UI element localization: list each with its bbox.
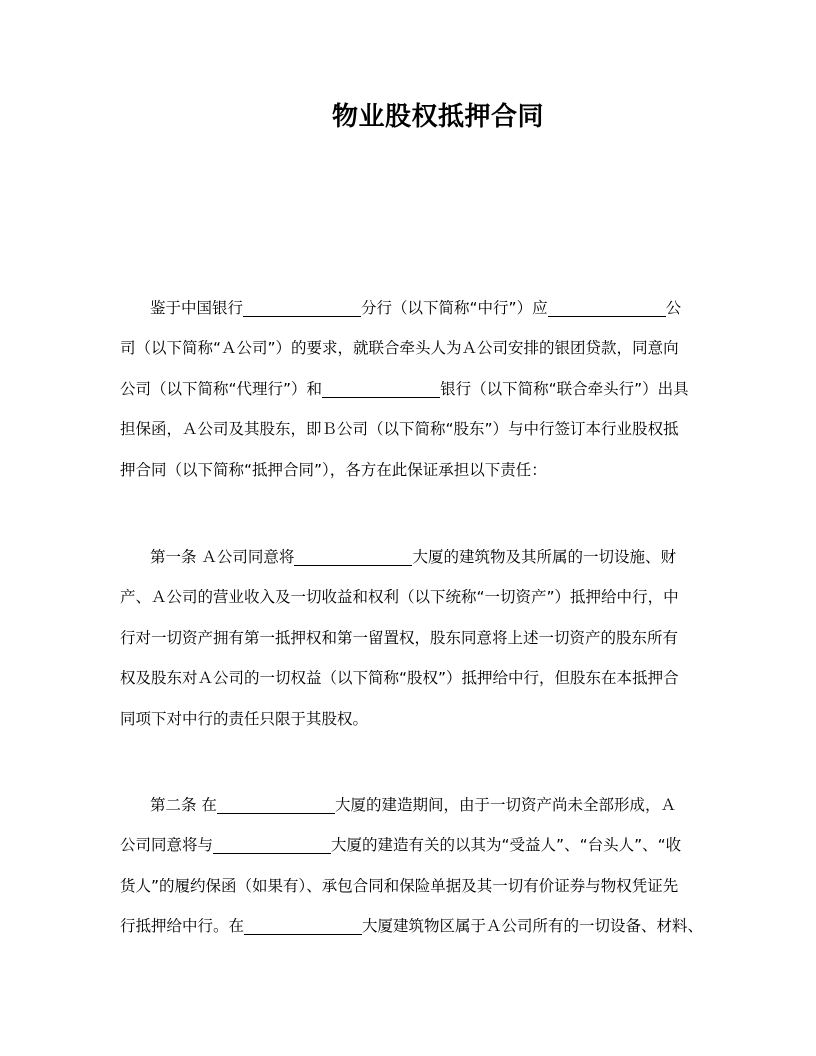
text-line xyxy=(120,450,720,490)
line-text: 行对一切资产拥有第一抵押权和第一留置权，股东同意将上述一切资产的股东所有 xyxy=(120,628,679,647)
line-text: 大厦的建筑物及其所属的一切设施、财 xyxy=(412,548,676,566)
line-text: 行抵押给中行。在 xyxy=(120,917,245,936)
text-line xyxy=(120,328,720,368)
line-text: 大厦的建造期间，由于一切资产尚未全部形成，Ａ xyxy=(334,796,676,814)
line-text: 押合同（以下简称“抵押合同”），各方在此保证承担以下责任： xyxy=(120,460,547,479)
document-title: 物业股权抵押合同 xyxy=(331,102,544,132)
line-text: 公司（以下简称“代理行”）和 xyxy=(120,379,323,398)
line-text: 分行（以下简称“中行”）应 xyxy=(361,299,548,317)
text-line xyxy=(120,577,720,617)
fill-in-blank xyxy=(217,796,335,814)
text-line xyxy=(120,699,720,739)
text-line xyxy=(120,369,720,409)
line-text: 大厦建筑物区属于Ａ公司所有的一切设备、材料、 xyxy=(362,917,704,936)
line-text: 第一条 Ａ公司同意将 xyxy=(150,548,295,566)
text-line xyxy=(120,618,720,658)
fill-in-blank xyxy=(244,917,362,935)
text-line xyxy=(120,409,720,449)
line-text: 公司同意将与 xyxy=(120,836,214,855)
line-text: 司（以下简称“Ａ公司”）的要求，就联合牵头人为Ａ公司安排的银团贷款，同意向 xyxy=(120,339,679,358)
line-text: 鉴于中国银行 xyxy=(150,299,244,317)
text-line xyxy=(120,785,720,825)
text-line xyxy=(120,825,720,865)
fill-in-blank xyxy=(548,299,666,317)
text-line xyxy=(120,906,720,946)
text-line xyxy=(120,866,720,906)
text-line xyxy=(120,288,720,328)
paragraph-article-2 xyxy=(120,785,720,947)
line-text: 第二条 在 xyxy=(150,796,217,814)
fill-in-blank xyxy=(243,299,361,317)
fill-in-blank xyxy=(213,836,331,854)
text-line xyxy=(120,537,720,577)
line-text: 公 xyxy=(665,299,682,317)
line-text: 同项下对中行的责任只限于其股权。 xyxy=(120,709,369,728)
fill-in-blank xyxy=(322,380,440,398)
line-text: 权及股东对Ａ公司的一切权益（以下简称“股权”）抵押给中行，但股东在本抵押合 xyxy=(120,669,679,688)
paragraph-preamble xyxy=(120,288,720,490)
line-text: 担保函，Ａ公司及其股东，即Ｂ公司（以下简称“股东”）与中行签订本行业股权抵 xyxy=(120,420,679,439)
line-text: 产、Ａ公司的营业收入及一切收益和权利（以下统称“一切资产”）抵押给中行，中 xyxy=(120,588,679,607)
line-text: 银行（以下简称“联合牵头行”）出具 xyxy=(440,379,689,398)
line-text: 货人”的履约保函（如果有）、承包合同和保险单据及其一切有价证券与物权凭证先 xyxy=(120,876,679,895)
line-text: 大厦的建造有关的以其为“受益人”、“台头人”、“收 xyxy=(331,836,682,855)
paragraph-article-1 xyxy=(120,537,720,739)
fill-in-blank xyxy=(294,548,412,566)
text-line xyxy=(120,658,720,698)
